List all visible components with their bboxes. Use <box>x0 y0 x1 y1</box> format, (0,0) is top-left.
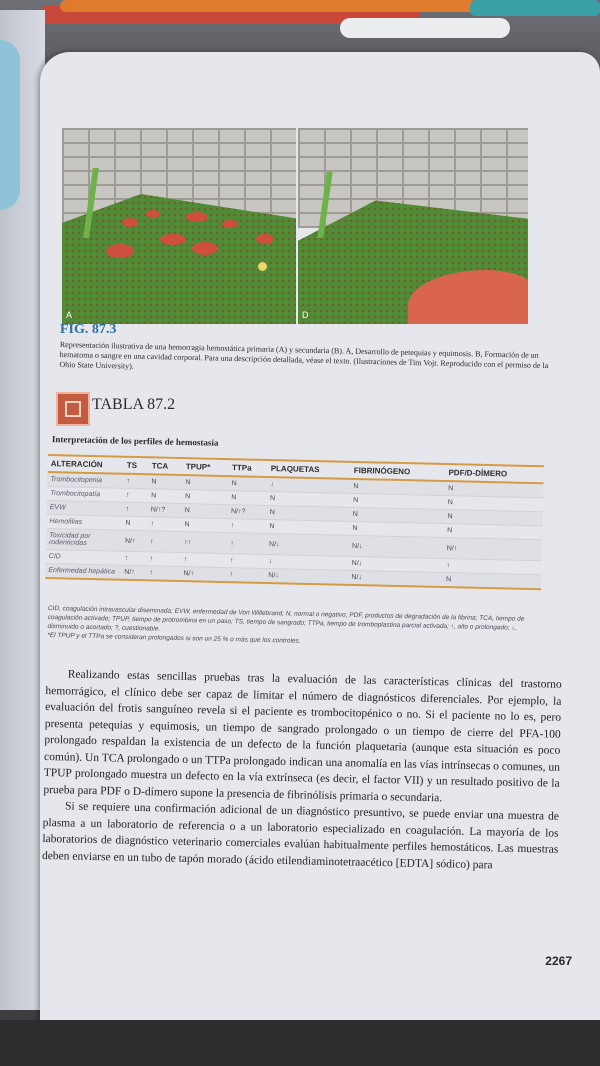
table-cell: N <box>350 493 445 509</box>
table-cell: ↑ <box>443 559 541 575</box>
figure-title: FIG. 87.3 <box>60 322 117 337</box>
petechia-spot <box>256 234 274 244</box>
body-paragraph: Realizando estas sencillas pruebas tras la evaluación de las características clínicas del trastorno hemorrágico, el clínico debe ser capaz de limitar el número de diagnósticos diferenciales. Por ejemplo, la evaluación del frotis sanguíneo revela si el paciente es trombocitopénico o no. Si el paciente no lo es, pero presenta petequias y equimosis, un tiempo de sangrado prolongado o un tiempo de cierre del PFA-100 prolongado respaldan la existencia de un defecto de la función plaquetaria (aunque esta situación es poco común). Un TCA prolongado o un TTPa prolongado indican una anomalía en las vías intrínsecas o comunes, un TPUP prolongado muestra un defecto en la vía extrínseca (es decir, el factor VII) y un resultado positivo de la prueba para PDF o D-dímero supone la presencia de fibrinólisis primaria o secundaria. <box>43 668 562 804</box>
table-cell: N/↑ <box>122 530 148 552</box>
table-column-header: ALTERACIÓN <box>48 455 124 474</box>
table-row-label: Trombocitopenia <box>47 472 123 488</box>
left-page-blue-tab <box>0 40 20 210</box>
table-column-header: TCA <box>149 457 183 475</box>
table-key-icon <box>56 392 90 426</box>
table-cell: ↑ <box>121 551 146 566</box>
table-cell: ↓ <box>266 554 349 570</box>
petechia-spot <box>122 218 138 227</box>
panel-letter-b: D <box>302 310 309 320</box>
table-title: TABLA 87.2 <box>92 396 176 413</box>
table-cell: N <box>182 490 228 505</box>
table-cell: ↑ <box>228 519 267 534</box>
table-cell: N <box>181 518 227 533</box>
table-cell: N <box>445 481 543 498</box>
table-cell: ↑ <box>227 554 266 569</box>
petechia-spot <box>222 220 238 228</box>
table-column-header: FIBRINÓGENO <box>351 462 446 481</box>
white-pen <box>340 18 510 38</box>
petechia-spot <box>160 234 186 245</box>
table-cell: ↑ <box>226 568 265 583</box>
book-page <box>40 52 600 1032</box>
table-cell: ↑ <box>147 552 181 567</box>
teal-pen <box>470 0 600 16</box>
table-cell: N <box>266 519 349 535</box>
table-cell: N/↑ <box>444 538 543 561</box>
bottom-shadow <box>0 1020 600 1066</box>
petechia-spot <box>106 244 134 258</box>
table-cell: N/↓ <box>348 570 443 587</box>
table-subtitle: Interpretación de los perfiles de hemostasia <box>51 434 219 448</box>
table-row-label: Trombocitopatía <box>47 486 123 502</box>
table-column-header: TPUP* <box>183 458 230 476</box>
body-paragraph: Si se requiere una confirmación adicional de un diagnóstico presuntivo, se puede enviar una muestra de plasma a un laboratorio de referencia o a un laboratorio especializado en coagulación. La mayoría de los laboratorios de diagnóstico veterinario comerciales evalúan habitualmente perfiles hemostáticos. Las muestras deben enviarse en un tubo de tapón morado (ácido etilendiaminotetraacético [EDTA] sódico) para <box>41 800 560 871</box>
table-cell: ↑ <box>123 502 148 517</box>
table-cell: N/↓ <box>265 568 348 584</box>
grass-field <box>62 194 296 324</box>
table-cell: N <box>444 510 542 526</box>
page-number: 2267 <box>545 954 572 968</box>
table-cell: N <box>443 572 541 589</box>
table-cell: N <box>148 489 182 504</box>
table-row-label: Enfermedad hepática <box>45 563 121 579</box>
table-row-label: Hemofilias <box>46 514 122 530</box>
table-cell: N <box>182 475 229 491</box>
table-notes <box>47 604 548 651</box>
table-cell: N <box>148 474 182 489</box>
table-row-label: EVW <box>47 500 123 516</box>
table-cell: ↑ <box>147 531 182 553</box>
table-cell: N/↓ <box>349 556 444 572</box>
petechia-spot <box>186 212 208 222</box>
table-cell: N/↑? <box>228 505 267 520</box>
table-note-footnote: *El TPUP y el TTPa se consideran prolongados si son un 25 % o más que los controles. <box>47 631 301 645</box>
table-cell: N/↑ <box>180 567 227 583</box>
table-cell: ↑ <box>147 517 181 532</box>
table-cell: N <box>228 476 267 491</box>
petechia-spot <box>192 242 218 255</box>
table-cell: N <box>349 521 444 537</box>
table-cell: N <box>445 496 543 512</box>
table-cell: N <box>350 479 445 496</box>
table-cell: ↓ <box>267 477 350 493</box>
table-column-header: TS <box>124 457 149 475</box>
table-cell: N <box>182 504 228 519</box>
table-row-label: CID <box>46 549 122 565</box>
table-cell: N/↓ <box>266 533 350 556</box>
table-cell: ↑ <box>123 474 148 489</box>
table-cell: N <box>228 491 267 506</box>
table-row-label: Toxicidad por rodenticidas <box>46 528 122 551</box>
hemostasis-table <box>45 454 544 590</box>
table-column-header: TTPa <box>229 459 268 477</box>
table-cell: N <box>122 516 147 531</box>
table-cell: ↑ <box>181 553 227 568</box>
petechia-spot <box>146 210 160 218</box>
figure-panel-a <box>62 128 296 324</box>
panel-letter-a: A <box>66 310 73 320</box>
body-text <box>42 666 562 875</box>
table-cell: ↑ <box>146 566 180 581</box>
table-cell: ↑ <box>227 533 266 555</box>
table-cell: N <box>267 505 350 521</box>
table-note-abbreviations: CID, coagulación intravascular diseminada; EVW, enfermedad de Von Willebrand; N, normal o negativo; PDF, productos de degradación de la fibrina; TCA, tiempo de coagulación activado; TPUP, tiempo de protrombina en un paso; TS, tiempo de sangrado; TTPa, tiempo de tromboplastina parcial activada; ↑, alto o prolongado; ↓, disminuido o acortado; ?, cuestionable. <box>47 604 525 633</box>
table-body <box>45 472 543 589</box>
table-cell: N <box>350 507 445 523</box>
orange-pen <box>60 0 480 12</box>
table-cell: N <box>444 524 542 540</box>
figure-caption: Representación ilustrativa de una hemorragia hemostática primaria (A) y secundaria (B). A, Desarrollo de petequias y equimosis. B, Formación de un hematoma o sangre en una cavidad corporal. Para una descripción detallada, véase el texto. (Ilustraciones de Tim Vojt. Reproducido con el permiso de la Ohio State University). <box>59 340 549 371</box>
table-column-header: PDF/D-DÍMERO <box>445 464 544 483</box>
table-cell: ↑↑ <box>181 532 228 554</box>
table-cell: N/↑ <box>121 565 146 580</box>
table-cell: N/↓ <box>349 535 444 558</box>
figure-panel-b <box>298 128 528 324</box>
table-cell: ↑ <box>123 488 148 503</box>
table-cell: N/↑? <box>148 503 182 518</box>
yellow-ball <box>258 262 267 271</box>
table-column-header: PLAQUETAS <box>268 460 351 479</box>
table-cell: N <box>267 491 350 507</box>
